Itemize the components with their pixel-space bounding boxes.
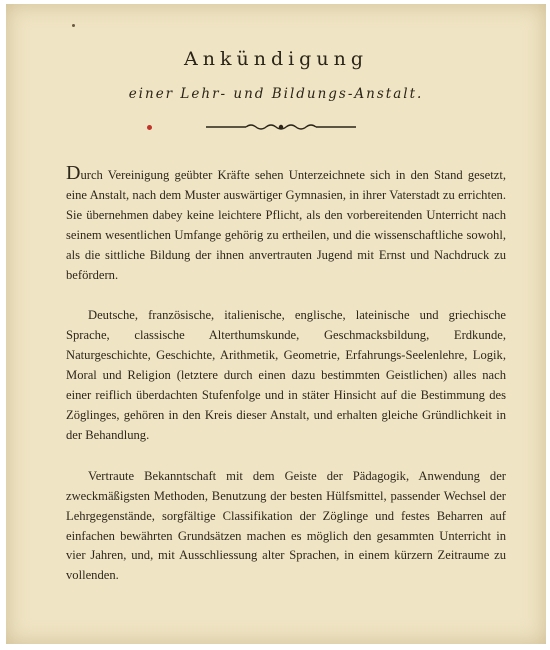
paragraph-1: Durch Vereinigung geübter Kräfte sehen Unterzeichnete sich in den Stand gesetzt, eine Anstalt, nach dem Muster auswärtiger Gymnasien, in ihrer Vaterstadt zu errichten. Sie übernehmen dabey keine leichtere Pflicht, als den vorbereitenden Unterricht nach seinem wesentlichen Umfange gehörig zu ertheilen, und die wissenschaftliche sowohl, als die sittliche Bildung der ihnen anvertrauten Jugend mit Ernst und Nachdruck zu befördern. — [66, 162, 506, 282]
ornamental-rule — [206, 123, 356, 131]
document-body — [66, 164, 506, 607]
paragraph-2: Deutsche, französische, italienische, englische, lateinische und griechische Sprache, classische Alterthumskunde, Geschmacksbildung, Erdkunde, Naturgeschichte, Geschichte, Arithmetik, Geometrie, Erfahrungs-Seelenlehre, Logik, Moral und Religion (letztere durch einen dazu bestimmten Geistlichen) alles nach einer reiflich überdachten Stufenfolge und in stäter Hinsicht auf die Bestimmung des Zöglinges, gehören in den Kreis dieser Anstalt, und erhalten gleiche Gründlichkeit in der Behandlung. — [66, 308, 506, 442]
document-subtitle: einer Lehr- und Bildungs-Anstalt. — [128, 86, 424, 102]
document-page — [6, 4, 546, 644]
paragraph-3: Vertraute Bekanntschaft mit dem Geiste der Pädagogik, Anwendung der zweckmäßigsten Methoden, Benutzung der besten Hülfsmittel, passender Wechsel der Lehrgegenstände, sorgfältige Classifikation der Zöglinge und festes Beharren auf einfachen bewährten Grundsätzen machen es möglich den gesammten Unterricht in vier Jahren, und, mit Ausschliessung alter Sprachen, in einem kürzern Zeitraume zu vollenden. — [66, 468, 506, 583]
ink-speck — [72, 24, 75, 27]
red-ink-dot — [147, 125, 152, 130]
document-title: Ankündigung — [184, 48, 368, 70]
